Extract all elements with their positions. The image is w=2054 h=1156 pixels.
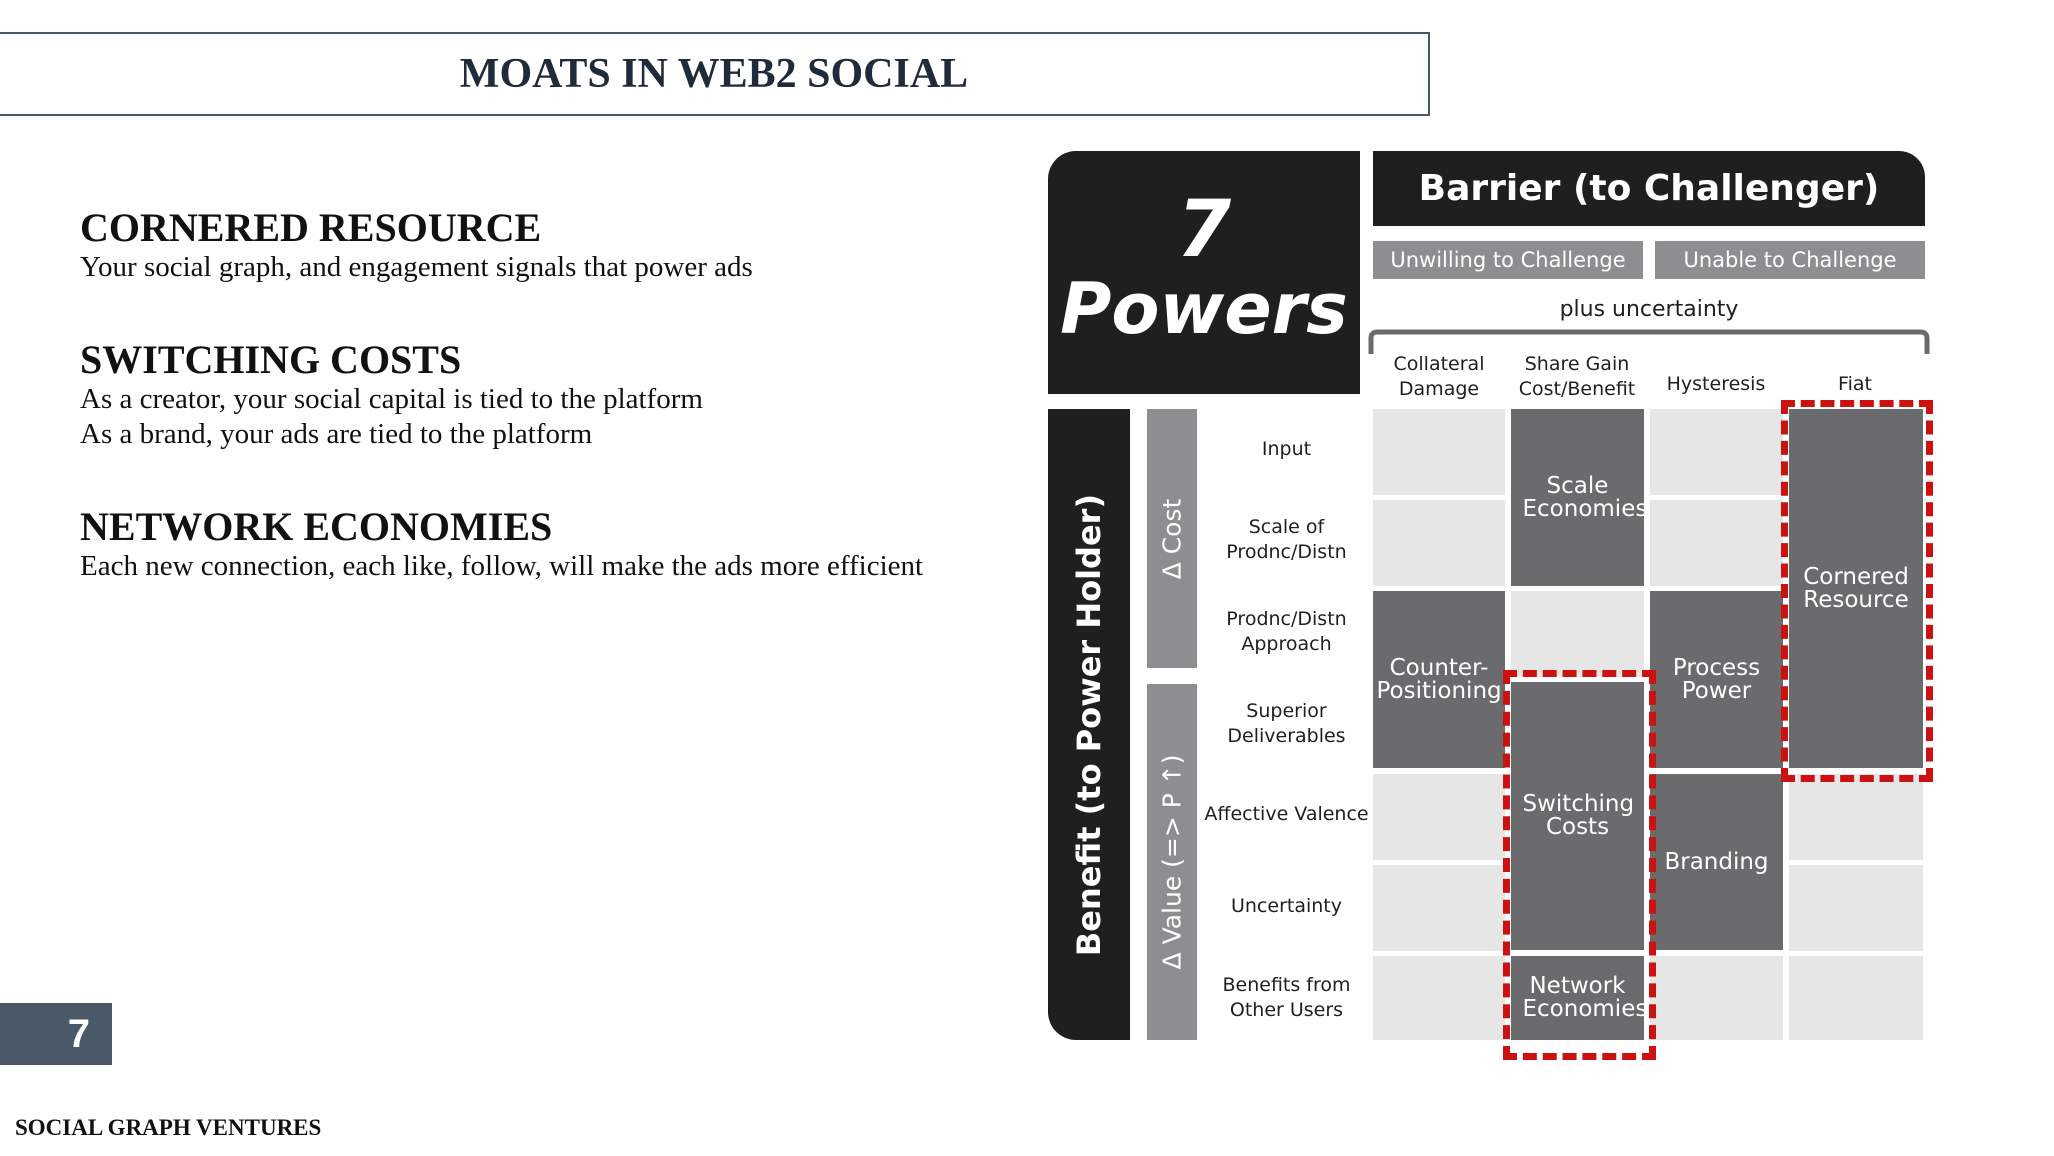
section-network-economies <box>80 505 923 584</box>
diagram-title-number: 7 <box>1176 185 1232 275</box>
power-label: Process Power <box>1672 654 1761 704</box>
grid-cell <box>1373 409 1505 495</box>
cost-axis-label: Δ Cost <box>1157 498 1187 580</box>
row-label: Affective Valence <box>1204 803 1369 825</box>
highlight-cornered-resource <box>1781 400 1933 782</box>
column-header: Collateral Damage <box>1393 353 1485 400</box>
power-process-power <box>1650 591 1783 768</box>
plus-uncertainty-label: plus uncertainty <box>1559 297 1739 322</box>
column-header: Share Gain Cost/Benefit <box>1518 353 1636 400</box>
grid-cell <box>1373 956 1505 1040</box>
grid-cell <box>1650 409 1783 495</box>
unwilling-label: Unwilling to Challenge <box>1373 241 1643 279</box>
row-label: Input <box>1261 438 1312 460</box>
section-line: Your social graph, and engagement signals that power ads <box>80 251 753 283</box>
section-heading: CORNERED RESOURCE <box>80 205 542 250</box>
section-heading: NETWORK ECONOMIES <box>80 504 553 549</box>
column-header: Fiat <box>1838 373 1872 395</box>
footer-brand: SOCIAL GRAPH VENTURES <box>15 1115 322 1140</box>
highlight-switching-network <box>1503 670 1656 1060</box>
section-line: As a creator, your social capital is tied to the platform <box>80 383 703 415</box>
section-cornered-resource <box>80 206 753 285</box>
power-scale-economies <box>1511 409 1648 586</box>
slide-title: MOATS IN WEB2 SOCIAL <box>0 32 1430 116</box>
section-line: Each new connection, each like, follow, will make the ads more efficient <box>80 550 924 582</box>
row-label: Scale of Prodnc/Distn <box>1226 516 1347 563</box>
diagram-title-block <box>1048 151 1360 394</box>
section-switching-costs <box>80 338 703 452</box>
row-label: Uncertainty <box>1230 895 1342 917</box>
power-branding <box>1650 774 1783 950</box>
grid-cell <box>1650 956 1783 1040</box>
barrier-header: Barrier (to Challenger) <box>1373 151 1925 226</box>
section-heading: SWITCHING COSTS <box>80 337 462 382</box>
benefit-axis-label: Benefit (to Power Holder) <box>1070 493 1108 957</box>
power-label: Scale Economies <box>1522 472 1648 522</box>
row-label: Benefits from Other Users <box>1222 974 1351 1021</box>
value-axis-label: Δ Value (=> P ↑) <box>1157 754 1187 970</box>
diagram-title-word: Powers <box>1060 268 1348 350</box>
grid-cell <box>1789 865 1923 951</box>
grid-cell <box>1373 865 1505 951</box>
power-label: Counter-Positioning <box>1376 654 1502 704</box>
power-label: Switching Costs <box>1522 791 1635 840</box>
grid-cell <box>1789 956 1923 1040</box>
column-header: Hysteresis <box>1666 373 1766 395</box>
grid-cell <box>1373 500 1505 586</box>
power-counter-positioning <box>1373 591 1505 768</box>
row-label: Prodnc/Distn Approach <box>1226 608 1347 655</box>
row-label: Superior Deliverables <box>1227 700 1346 747</box>
cost-axis <box>1147 409 1197 668</box>
power-label: Branding <box>1664 848 1769 875</box>
grid-cell <box>1373 774 1505 860</box>
grid-cell <box>1511 591 1644 677</box>
power-label: Cornered Resource <box>1803 563 1909 613</box>
section-line: As a brand, your ads are tied to the platform <box>80 418 593 450</box>
power-label: Network Economies <box>1522 973 1648 1022</box>
grid-cell <box>1650 500 1783 586</box>
value-axis <box>1147 684 1197 1040</box>
page-number: 7 <box>0 1003 112 1065</box>
unable-label: Unable to Challenge <box>1655 241 1925 279</box>
grid-cell <box>1789 774 1923 860</box>
benefit-axis <box>1048 409 1130 1040</box>
